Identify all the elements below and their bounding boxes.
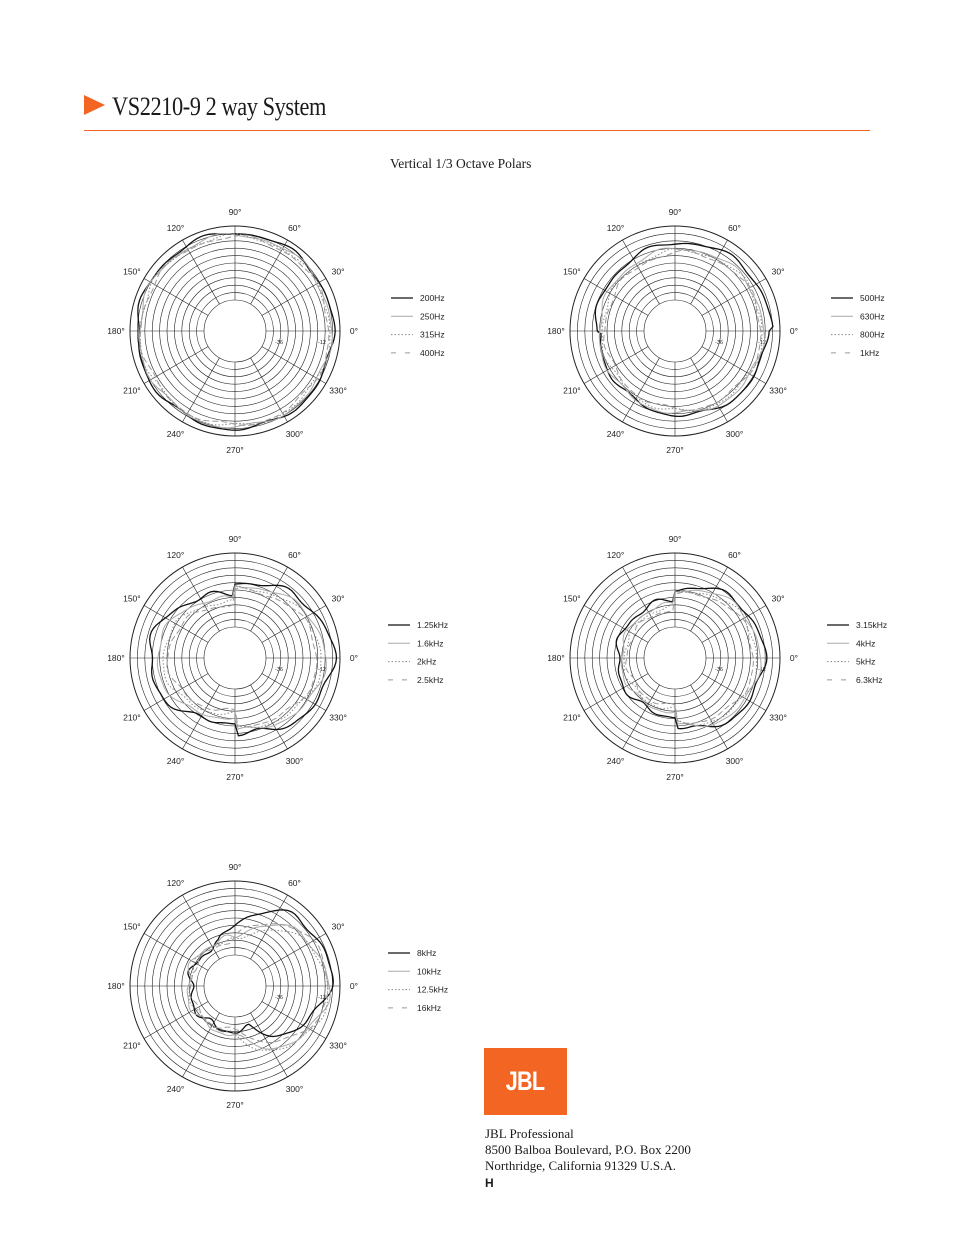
legend-label: 2.5kHz bbox=[417, 674, 444, 685]
company-address bbox=[485, 1126, 691, 1173]
polar-ring bbox=[197, 620, 274, 697]
polar-chart-2 bbox=[547, 207, 884, 455]
legend-label: 315Hz bbox=[420, 329, 445, 340]
polar-angle-label: 0° bbox=[789, 653, 799, 663]
polar-ring-label: -12 bbox=[318, 995, 326, 1001]
polar-angle-label: 270° bbox=[666, 445, 684, 455]
legend-label: 200Hz bbox=[420, 293, 445, 303]
polar-ring bbox=[204, 955, 266, 1017]
polar-chart-1 bbox=[107, 207, 444, 455]
polar-angle-label: 210° bbox=[123, 712, 141, 723]
polar-ring-label: -12 bbox=[318, 667, 326, 673]
polar-angle-label: 60° bbox=[728, 222, 741, 233]
polar-angle-label: 180° bbox=[547, 653, 565, 663]
polar-angle-label: 90° bbox=[668, 534, 682, 544]
polar-ring bbox=[204, 300, 266, 362]
jbl-logo-text: JBL bbox=[506, 1066, 545, 1096]
polar-angle-label: 150° bbox=[123, 921, 141, 932]
polar-angle-label: 180° bbox=[107, 326, 125, 336]
polar-ring bbox=[197, 293, 274, 370]
polar-angle-label: 90° bbox=[228, 534, 242, 544]
legend-label: 500Hz bbox=[860, 293, 885, 303]
polar-angle-label: 210° bbox=[563, 385, 581, 396]
polar-ring-label: -36 bbox=[275, 995, 283, 1001]
polar-ring bbox=[644, 300, 706, 362]
address-city: Northridge, California 91329 U.S.A. bbox=[485, 1157, 677, 1173]
polar-angle-label: 240° bbox=[606, 429, 625, 440]
legend-label: 1.6kHz bbox=[417, 638, 444, 649]
legend-label: 5kHz bbox=[856, 656, 876, 667]
legend-label: 6.3kHz bbox=[856, 674, 883, 685]
legend-label: 3.15kHz bbox=[856, 620, 888, 630]
polar-angle-label: 180° bbox=[107, 981, 125, 991]
polar-angle-label: 240° bbox=[166, 429, 185, 440]
polar-angle-label: 300° bbox=[285, 429, 304, 440]
polar-angle-label: 300° bbox=[285, 1084, 304, 1095]
polar-angle-label: 120° bbox=[606, 549, 625, 560]
polar-angle-label: 330° bbox=[769, 712, 787, 723]
polar-angle-label: 210° bbox=[123, 1040, 141, 1051]
polar-angle-label: 30° bbox=[771, 266, 785, 277]
polar-angle-label: 30° bbox=[331, 593, 345, 604]
polar-ring-label: -12 bbox=[758, 340, 766, 346]
polar-angle-label: 30° bbox=[771, 593, 785, 604]
polar-angle-label: 60° bbox=[728, 549, 741, 560]
polar-ring-label: -36 bbox=[275, 340, 283, 346]
polar-response-curve bbox=[150, 583, 337, 735]
legend-label: 800Hz bbox=[860, 329, 885, 340]
polar-angle-label: 330° bbox=[329, 385, 347, 396]
polar-ring-label: -36 bbox=[715, 340, 723, 346]
harman-logo-icon: H bbox=[485, 1176, 494, 1190]
polar-angle-label: 330° bbox=[769, 385, 787, 396]
polar-ring-label: -36 bbox=[275, 667, 283, 673]
polar-ring-label: -12 bbox=[758, 667, 766, 673]
polar-angle-label: 60° bbox=[288, 222, 301, 233]
polar-ring-label: -36 bbox=[715, 667, 723, 673]
polar-angle-label: 240° bbox=[166, 1084, 185, 1095]
polar-ring bbox=[637, 620, 714, 697]
polar-angle-label: 270° bbox=[666, 772, 684, 782]
legend-label: 1kHz bbox=[860, 347, 880, 358]
legend-label: 400Hz bbox=[420, 347, 445, 358]
polar-chart-5 bbox=[107, 862, 448, 1110]
polar-response-curve bbox=[602, 249, 762, 412]
legend-label: 12.5kHz bbox=[417, 984, 449, 995]
polar-angle-label: 0° bbox=[789, 326, 799, 336]
chart-section-subtitle: Vertical 1/3 Octave Polars bbox=[390, 156, 532, 171]
polar-angle-label: 120° bbox=[166, 222, 185, 233]
polar-angle-label: 60° bbox=[288, 549, 301, 560]
polar-ring bbox=[197, 948, 274, 1025]
page-title: VS2210-9 2 way System bbox=[112, 92, 326, 121]
polar-angle-label: 240° bbox=[166, 756, 185, 767]
legend-label: 4kHz bbox=[856, 638, 876, 649]
legend-label: 2kHz bbox=[417, 656, 437, 667]
polar-response-curve bbox=[621, 590, 761, 726]
polar-chart-4 bbox=[547, 534, 887, 782]
polar-angle-label: 330° bbox=[329, 712, 347, 723]
polar-angle-label: 150° bbox=[123, 266, 141, 277]
polar-angle-label: 300° bbox=[725, 756, 744, 767]
polar-angle-label: 90° bbox=[668, 207, 682, 217]
polar-angle-label: 150° bbox=[123, 593, 141, 604]
polar-angle-label: 60° bbox=[288, 877, 301, 888]
polar-response-curve bbox=[604, 250, 761, 410]
polar-angle-label: 270° bbox=[226, 1100, 244, 1110]
legend-label: 8kHz bbox=[417, 948, 437, 958]
polar-angle-label: 180° bbox=[107, 653, 125, 663]
legend-label: 1.25kHz bbox=[417, 620, 449, 630]
polar-ring bbox=[204, 627, 266, 689]
polar-angle-label: 30° bbox=[331, 921, 345, 932]
polar-angle-label: 120° bbox=[606, 222, 625, 233]
polar-chart-3 bbox=[107, 534, 448, 782]
polar-angle-label: 150° bbox=[563, 593, 581, 604]
polar-angle-label: 0° bbox=[349, 981, 359, 991]
polar-angle-label: 300° bbox=[285, 756, 304, 767]
polar-angle-label: 0° bbox=[349, 326, 359, 336]
legend-label: 16kHz bbox=[417, 1002, 442, 1013]
polar-ring bbox=[637, 293, 714, 370]
polar-angle-label: 240° bbox=[606, 756, 625, 767]
polar-angle-label: 120° bbox=[166, 877, 185, 888]
polar-response-curve bbox=[163, 586, 321, 728]
jbl-logo bbox=[484, 1048, 567, 1115]
polar-angle-label: 270° bbox=[226, 445, 244, 455]
polar-angle-label: 120° bbox=[166, 549, 185, 560]
address-company: JBL Professional bbox=[485, 1126, 574, 1141]
polar-angle-label: 90° bbox=[228, 207, 242, 217]
legend-label: 10kHz bbox=[417, 966, 442, 977]
polar-angle-label: 300° bbox=[725, 429, 744, 440]
legend-label: 250Hz bbox=[420, 311, 445, 322]
polar-angle-label: 330° bbox=[329, 1040, 347, 1051]
polar-response-curve bbox=[157, 586, 326, 729]
address-street: 8500 Balboa Boulevard, P.O. Box 2200 bbox=[485, 1141, 691, 1157]
polar-angle-label: 180° bbox=[547, 326, 565, 336]
polar-ring bbox=[644, 627, 706, 689]
polar-angle-label: 210° bbox=[123, 385, 141, 396]
polar-angle-label: 210° bbox=[563, 712, 581, 723]
polar-angle-label: 0° bbox=[349, 653, 359, 663]
polar-angle-label: 270° bbox=[226, 772, 244, 782]
polar-ring-label: -12 bbox=[318, 340, 326, 346]
polar-angle-label: 90° bbox=[228, 862, 242, 872]
polar-angle-label: 30° bbox=[331, 266, 345, 277]
polar-angle-label: 150° bbox=[563, 266, 581, 277]
legend-label: 630Hz bbox=[860, 311, 885, 322]
